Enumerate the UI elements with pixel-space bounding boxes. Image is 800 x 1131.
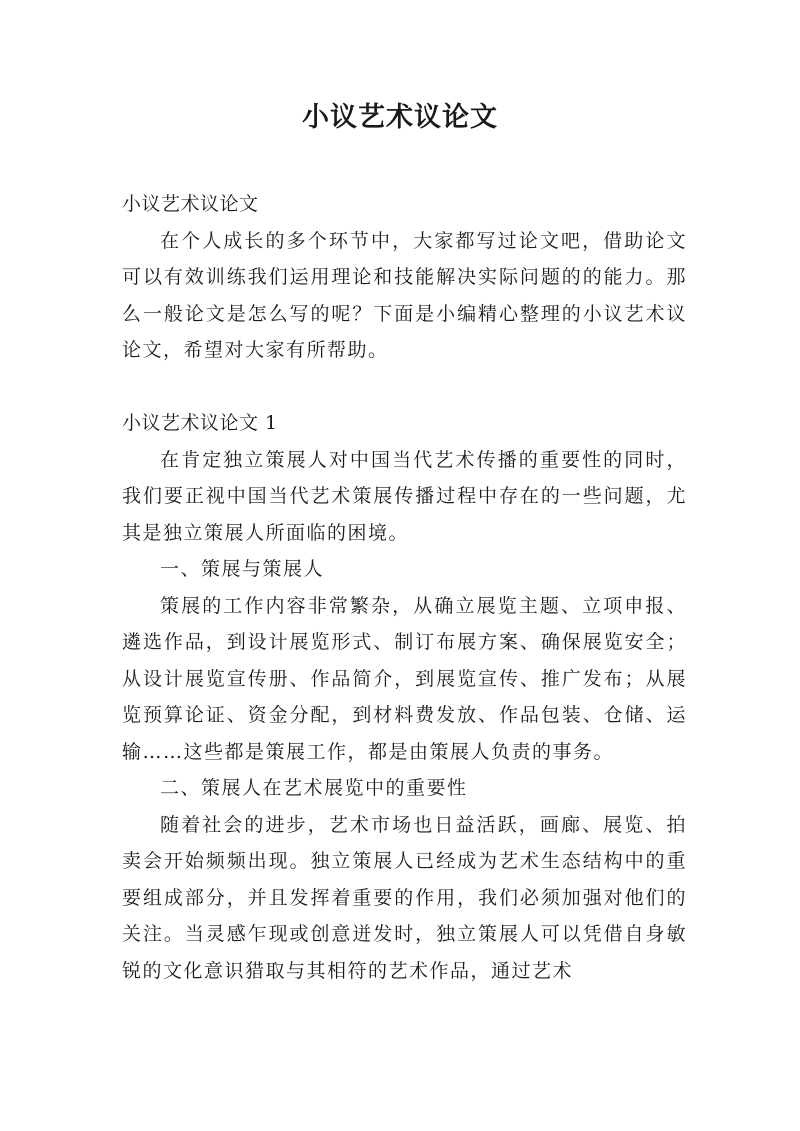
section-heading: 一、策展与策展人 xyxy=(160,558,325,580)
intro-paragraph: 在个人成长的多个环节中，大家都写过论文吧，借助论文可以有效训练我们运用理论和技能解决实际问题的的能力。那么一般论文是怎么写的呢？下面是小编精心整理的小议艺术议论文，希望对大家有所帮助。 xyxy=(122,229,687,361)
section-title: 小议艺术议论文 1 xyxy=(122,412,278,434)
section-heading: 二、策展人在艺术展览中的重要性 xyxy=(160,777,468,799)
section-paragraph: 在肯定独立策展人对中国当代艺术传播的重要性的同时，我们要正视中国当代艺术策展传播过程中存在的一些问题，尤其是独立策展人所面临的困境。 xyxy=(122,448,687,544)
section-paragraph: 策展的工作内容非常繁杂，从确立展览主题、立项申报、遴选作品，到设计展览形式、制订布展方案、确保展览安全；从设计展览宣传册、作品简介，到展览宣传、推广发布；从展览预算论证、资金分配，到材料费发放、作品包装、仓储、运输……这些都是策展工作，都是由策展人负责的事务。 xyxy=(122,594,687,763)
paragraph-gap xyxy=(122,369,687,406)
body-subtitle: 小议艺术议论文 xyxy=(122,193,259,215)
section-paragraph: 随着社会的进步，艺术市场也日益活跃，画廊、展览、拍卖会开始频频出现。独立策展人已经成为艺术生态结构中的重要组成部分，并且发挥着重要的作用，我们必须加强对他们的关注。当灵感乍现或创意迸发时，独立策展人可以凭借自身敏锐的文化意识猎取与其相符的艺术作品，通过艺术 xyxy=(122,813,687,982)
document-body xyxy=(122,186,687,989)
document-title: 小议艺术议论文 xyxy=(302,102,498,133)
